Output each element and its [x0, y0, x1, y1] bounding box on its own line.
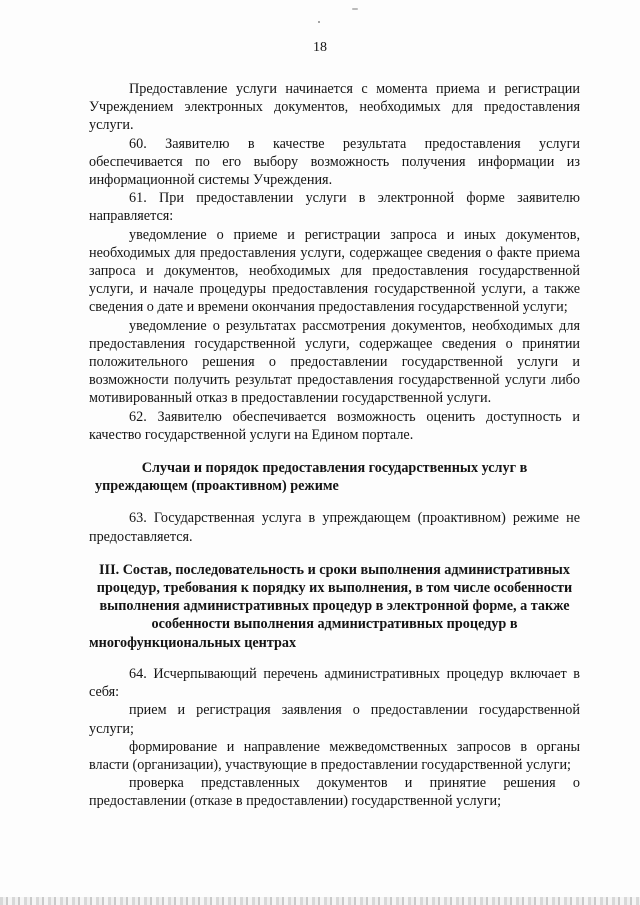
scan-edge-artifact [0, 897, 640, 905]
list-item-document-check: проверка представленных документов и принятие решения о предоставлении (отказе в предоставлении) государственной услуги; [89, 775, 580, 810]
list-item-registration: прием и регистрация заявления о предоставлении государственной услуги; [89, 702, 580, 737]
paragraph-61-notice-results: уведомление о результатах рассмотрения документов, необходимых для предоставления государственной услуги, содержащее сведения о принятии положительного решения о предоставлении государственной услуги и возможности получить результат предоставления государственной услуги либо мотивированный отказ в предоставлении государственной услуги. [89, 317, 580, 407]
paragraph-61-notice-receipt: уведомление о приеме и регистрации запроса и иных документов, необходимых для предоставления услуги, содержащее сведения о факте приема запроса и документов, необходимых для предоставления государственной услуги, и начале процедуры предоставления государственной услуги, а также сведения о дате и времени окончания предоставления государственной услуги; [89, 226, 580, 316]
scan-speck [318, 21, 320, 23]
paragraph-61: 61. При предоставлении услуги в электронной форме заявителю направляется: [89, 190, 580, 225]
paragraph-service-start: Предоставление услуги начинается с момента приема и регистрации Учреждением электронных документов, необходимых для предоставления услуги. [89, 81, 580, 134]
heading-section-3: III. Состав, последовательность и сроки выполнения административных процедур, требования к порядку их выполнения, в том числе особенности выполнения административных процедур в электронной форме, а также особенности выполнения административных процедур в многофункциональных центрах [89, 561, 573, 651]
list-item-interagency-requests: формирование и направление межведомственных запросов в органы власти (организации), участвующие в предоставлении государственной услуги; [89, 738, 580, 773]
scan-speck [352, 8, 358, 10]
paragraph-64: 64. Исчерпывающий перечень административных процедур включает в себя: [89, 665, 580, 701]
paragraph-63: 63. Государственная услуга в упреждающем (проактивном) режиме не предоставляется. [89, 510, 580, 545]
paragraph-60: 60. Заявителю в качестве результата предоставления услуги обеспечивается по его выбору возможность получения информации из информационной системы Учреждения. [89, 135, 580, 189]
paragraph-62: 62. Заявителю обеспечивается возможность оценить доступность и качество государственной услуги на Едином портале. [89, 408, 580, 443]
document-body [89, 80, 580, 811]
heading-proactive-mode: Случаи и порядок предоставления государственных услуг в упреждающем (проактивном) режиме [95, 460, 528, 495]
page-number: 18 [313, 40, 327, 55]
